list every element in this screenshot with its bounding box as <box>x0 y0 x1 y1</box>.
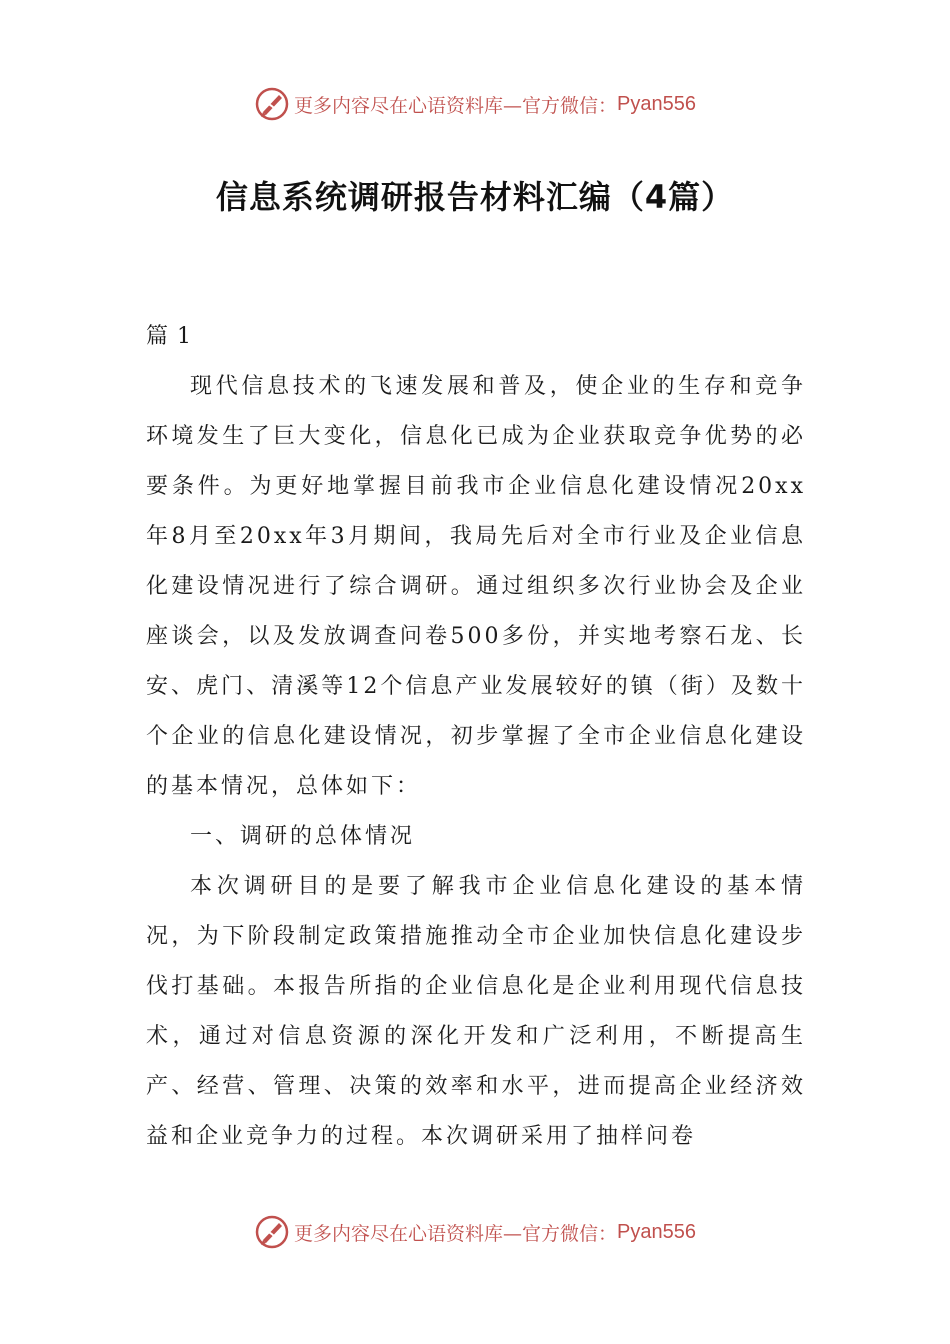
watermark-account: Pyan556 <box>617 1220 696 1243</box>
pen-logo-icon <box>254 1214 290 1250</box>
watermark-text: 更多内容尽在心语资料库—官方微信： <box>294 1222 618 1245</box>
watermark-text: 更多内容尽在心语资料库—官方微信： <box>294 94 618 117</box>
document-title: 信息系统调研报告材料汇编（4篇） <box>215 178 735 216</box>
header-watermark <box>0 84 950 124</box>
document-body <box>146 312 806 1162</box>
footer-watermark <box>0 1212 950 1252</box>
pen-logo-icon <box>254 86 290 122</box>
paragraph-overview: 本次调研目的是要了解我市企业信息化建设的基本情况，为下阶段制定政策措施推动全市企业加快信息化建设步伐打基础。本报告所指的企业信息化是企业利用现代信息技术，通过对信息资源的深化开发和广泛利用，不断提高生产、经营、管理、决策的效率和水平，进而提高企业经济效益和企业竞争力的过程。本次调研采用了抽样问卷 <box>146 874 806 1149</box>
section-label: 篇 1 <box>146 324 192 349</box>
watermark-account: Pyan556 <box>617 92 696 115</box>
paragraph-intro: 现代信息技术的飞速发展和普及，使企业的生存和竞争环境发生了巨大变化，信息化已成为企业获取竞争优势的必要条件。为更好地掌握目前我市企业信息化建设情况20xx年8月至20xx年3月期间，我局先后对全市行业及企业信息化建设情况进行了综合调研。通过组织多次行业协会及企业座谈会，以及发放调查问卷500多份，并实地考察石龙、长安、虎门、清溪等12个信息产业发展较好的镇（街）及数十个企业的信息化建设情况，初步掌握了全市企业信息化建设的基本情况，总体如下： <box>146 374 806 799</box>
section-heading: 一、调研的总体情况 <box>190 824 416 849</box>
